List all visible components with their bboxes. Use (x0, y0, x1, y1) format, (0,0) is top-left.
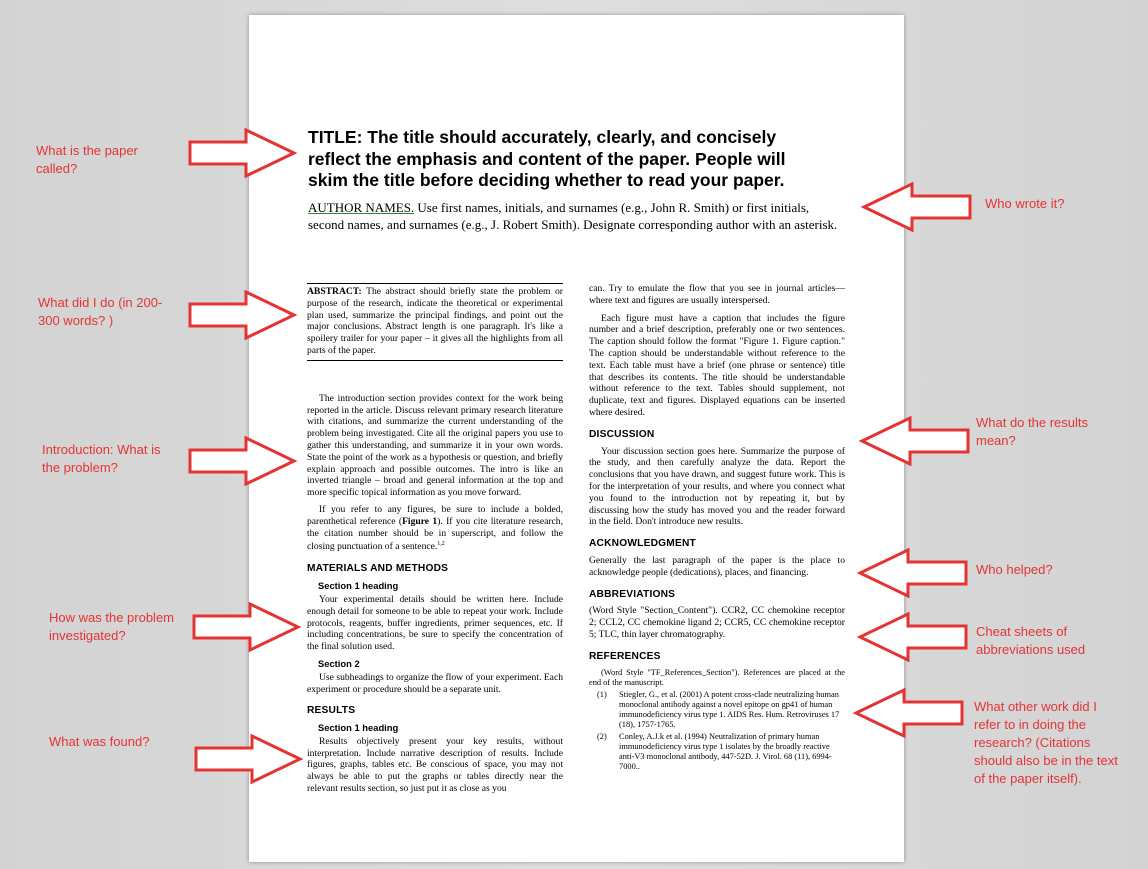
intro-p2-b: ). If you cite literature research, the citation number should be in superscript, and follow the closing punctuation of a sentence. (307, 515, 564, 553)
results-text: Results objectively present your key results, without interpretation. Include narrative description of results. Include figures, graphs, tables etc. Be conscious of space, you may not always be able to put the graphs or tables directly near the relevant results section, so just put it as close as you (307, 735, 563, 795)
abbreviations-text: (Word Style "Section_Content"). CCR2, CC chemokine receptor 2; CCL2, CC chemokine ligand 2; CCR5, CC chemokine receptor 5; TLC, thin layer chromatography. (589, 605, 845, 640)
arrow-left-icon (856, 548, 968, 598)
paper-authors (308, 200, 848, 233)
right-paragraph-1: can. Try to emulate the flow that you see in journal articles—where text and figures are usually interspersed. (589, 283, 845, 306)
abstract-label: ABSTRACT: (307, 286, 362, 297)
right-paragraph-2: Each figure must have a caption that includes the figure number and a brief description, preferably one or two sentences. The caption should follow the format "Figure 1. Figure caption." The caption should be understandable without reference to the text. Each table must have a brief (one phrase or sentence) title that describes its contents. The title should be understandable without reference to the text. Tables should supplement, not duplicate, text and figures. Displayed equations can be inserted where desired. (589, 312, 845, 418)
results-subheading-1: Section 1 heading (318, 722, 399, 734)
results-heading: RESULTS (307, 705, 356, 717)
label-authors: Who wrote it? (985, 196, 1065, 211)
label-methods: How was the problem investigated? (49, 610, 174, 643)
reference-text: Conley, A.J.k et al. (1994) Neutralization of primary human immunodeficiency virus type 1 isolates by the broadly reactive anti-V3 monoclonal antibody, 447-52D. J. Virol. 68 (11), 6994-7000.. (619, 731, 832, 771)
arrow-right-icon (192, 602, 302, 652)
reference-number: (2) (597, 731, 607, 741)
methods-text-1: Your experimental details should be written here. Include enough detail for someone to be able to repeat your work. Include protocols, reagents, buffer ingredients, primer sequences, etc. If including concentrations, be sure to specify the concentration of the final solution used. (307, 593, 563, 653)
label-references: What other work did I refer to in doing the research? (Citations should also be in the text of the paper itself). (974, 699, 1118, 786)
methods-subheading-1: Section 1 heading (318, 580, 399, 592)
arrow-left-icon (852, 688, 964, 738)
methods-subheading-2: Section 2 (318, 657, 360, 669)
arrow-left-icon (860, 182, 972, 232)
acknowledgment-heading: ACKNOWLEDGMENT (589, 538, 696, 550)
arrow-right-icon (194, 734, 304, 784)
methods-text-2: Use subheadings to organize the flow of your experiment. Each experiment or procedure should be a separate unit. (307, 671, 563, 695)
abstract-text: The abstract should briefly state the problem or purpose of the research, indicate the theoretical or experimental plan used, summarize the principal findings, and point out the major conclusions. Abstract length is one paragraph. It's like a spoilery trailer for your paper – it gives all the highlights from all parts of the paper. (307, 286, 563, 356)
acknowledgment-text: Generally the last paragraph of the paper is the place to acknowledge people (dedications), places, and financing. (589, 554, 845, 578)
label-results: What was found? (49, 734, 150, 749)
intro-figure-ref: Figure 1 (402, 515, 438, 527)
arrow-right-icon (188, 128, 298, 178)
label-introduction: Introduction: What is the problem? (42, 442, 161, 475)
references-intro: (Word Style "TF_References_Section"). References are placed at the end of the manuscript. (589, 667, 845, 687)
abstract-box (307, 283, 563, 361)
arrow-right-icon (188, 436, 298, 486)
authors-text: Use first names, initials, and surnames (e.g., John R. Smith) or first initials, second names, and surnames (e.g., J. Robert Smith). Designate corresponding author with an asterisk. (308, 200, 838, 232)
arrow-left-icon (856, 612, 968, 662)
intro-p2-a: If you refer to any figures, be sure to include a bolded, parenthetical reference ( (307, 503, 563, 527)
reference-number: (1) (597, 689, 607, 699)
discussion-text: Your discussion section goes here. Summarize the purpose of the study, and then carefully analyze the data. Report the conclusions that you have drawn, and suggest future work. This is for the interpretation of your results, and where you connect what you found to the introduction not by repeating it, but by discussing how the study has moved you and the reader forward in the field. Don't introduce new results. (589, 445, 845, 528)
methods-heading: MATERIALS AND METHODS (307, 563, 449, 575)
label-title: What is the paper called? (36, 143, 138, 176)
reference-text: Stiegler, G., et al. (2001) A potent cross-clade neutralizing human monoclonal antibody against a novel epitope on gp41 of human immunodeficiency virus type 1. AIDS Res. Hum. Retroviruses 17 (18), 1757-1765. (619, 689, 840, 729)
reference-item (589, 732, 845, 772)
right-column (589, 283, 845, 772)
label-discussion: What do the results mean? (976, 415, 1088, 448)
intro-citation-sup: 1,2 (437, 541, 445, 548)
intro-paragraph-1: The introduction section provides context for the work being reported in the article. Discuss relevant primary research literature with citations, and summarize the current understanding of the problem being investigated. Cite all the original papers you use to gather this understanding, and summarize it in your own words. State the point of the work as a hypothesis or question, and briefly explain approach and possible outcomes. The intro is like an inverted triangle – broad and general information at the top and more specific topical information as you move forward. (307, 392, 563, 499)
discussion-heading: DISCUSSION (589, 428, 655, 440)
label-abbreviations: Cheat sheets of abbreviations used (976, 624, 1086, 657)
paper-title: TITLE: The title should accurately, clearly, and concisely reflect the emphasis and content of the paper. People will skim the title before deciding whether to read your paper. (308, 127, 786, 190)
intro-paragraph-2 (307, 504, 563, 553)
authors-lead: AUTHOR NAMES. (308, 200, 415, 215)
reference-item (589, 690, 845, 730)
label-abstract: What did I do (in 200-300 words? ) (38, 295, 163, 328)
label-acknowledgment: Who helped? (976, 562, 1053, 577)
arrow-left-icon (858, 416, 970, 466)
left-column (307, 283, 563, 795)
arrow-right-icon (188, 290, 298, 340)
references-heading: REFERENCES (589, 650, 661, 662)
paper-page (249, 15, 904, 862)
abbreviations-heading: ABBREVIATIONS (589, 588, 676, 600)
